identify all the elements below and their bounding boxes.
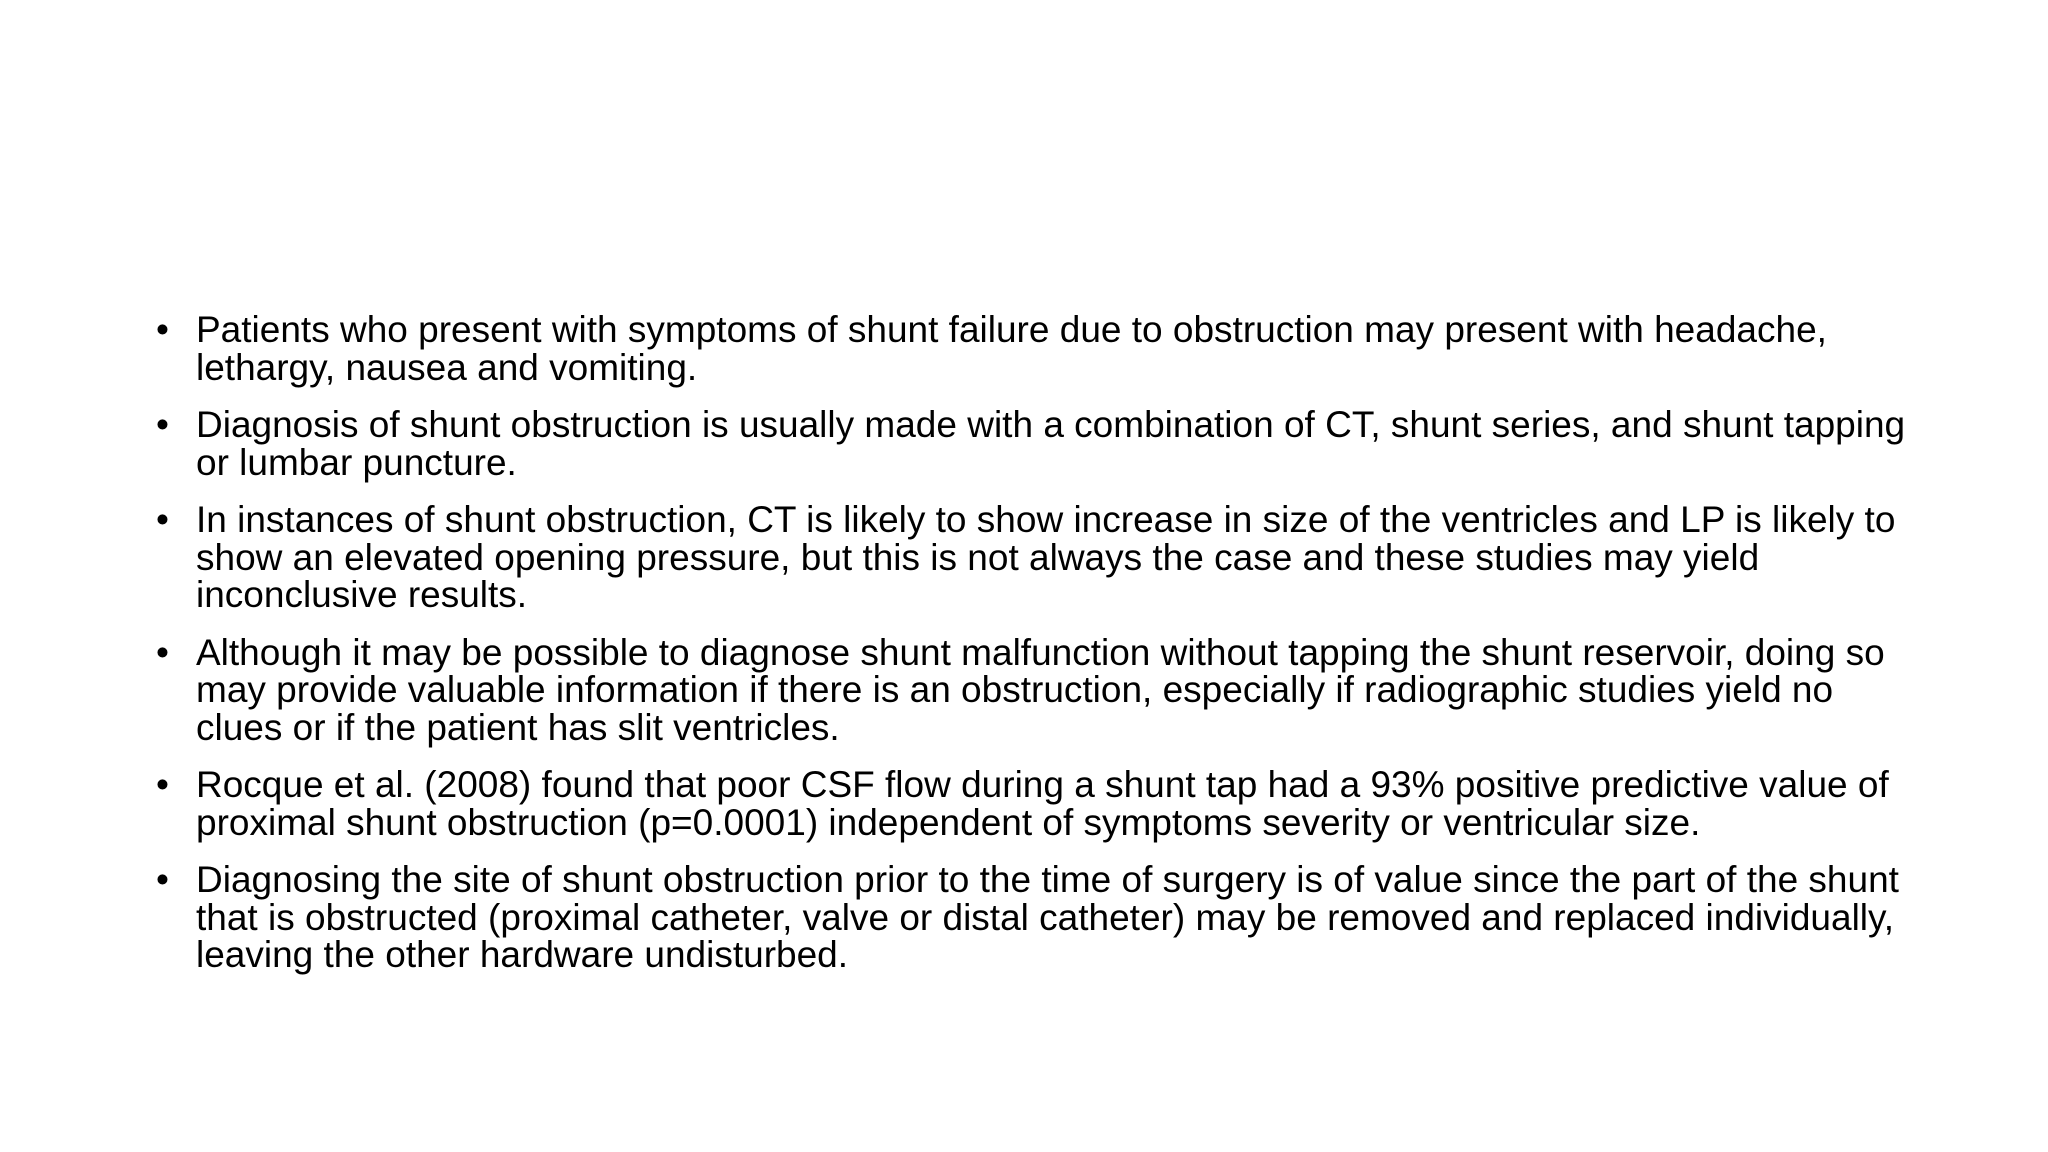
bullet-item-diagnosis (156, 406, 1916, 481)
bullet-icon: • (156, 404, 169, 445)
bullet-item-symptoms (156, 311, 1916, 386)
bullet-text: Rocque et al. (2008) found that poor CSF flow during a shunt tap had a 93% positive predictive value of proximal shunt obstruction (p=0.0001) independent of symptoms severity or ventricular size. (196, 764, 1889, 843)
bullet-icon: • (156, 859, 169, 900)
bullet-list (156, 311, 1916, 994)
bullet-text: Patients who present with symptoms of shunt failure due to obstruction may present with headache, lethargy, nausea and vomiting. (196, 309, 1827, 388)
bullet-icon: • (156, 631, 169, 673)
bullet-icon: • (156, 764, 169, 805)
bullet-item-site (156, 861, 1916, 974)
bullet-text: In instances of shunt obstruction, CT is likely to show increase in size of the ventricles and LP is likely to show an elevated opening pressure, but this is not always the case and these studies may yield inconclusive results. (196, 499, 1896, 615)
bullet-item-tapping (156, 631, 1916, 748)
bullet-icon: • (156, 309, 169, 350)
bullet-text: Diagnosis of shunt obstruction is usually made with a combination of CT, shunt series, and shunt tapping or lumbar puncture. (196, 404, 1906, 483)
bullet-icon: • (156, 499, 169, 540)
bullet-text: Diagnosing the site of shunt obstruction prior to the time of surgery is of value since the part of the shunt that is obstructed (proximal catheter, valve or distal catheter) may be removed and replaced individually, leaving the other hardware undisturbed. (196, 859, 1899, 975)
bullet-item-ct-lp (156, 501, 1916, 614)
bullet-text: Although it may be possible to diagnose shunt malfunction without tapping the shunt reservoir, doing so may provide valuable information if there is an obstruction, especially if radiographic studies yield no clues or if the patient has slit ventricles. (196, 631, 1885, 748)
bullet-item-rocque (156, 766, 1916, 841)
